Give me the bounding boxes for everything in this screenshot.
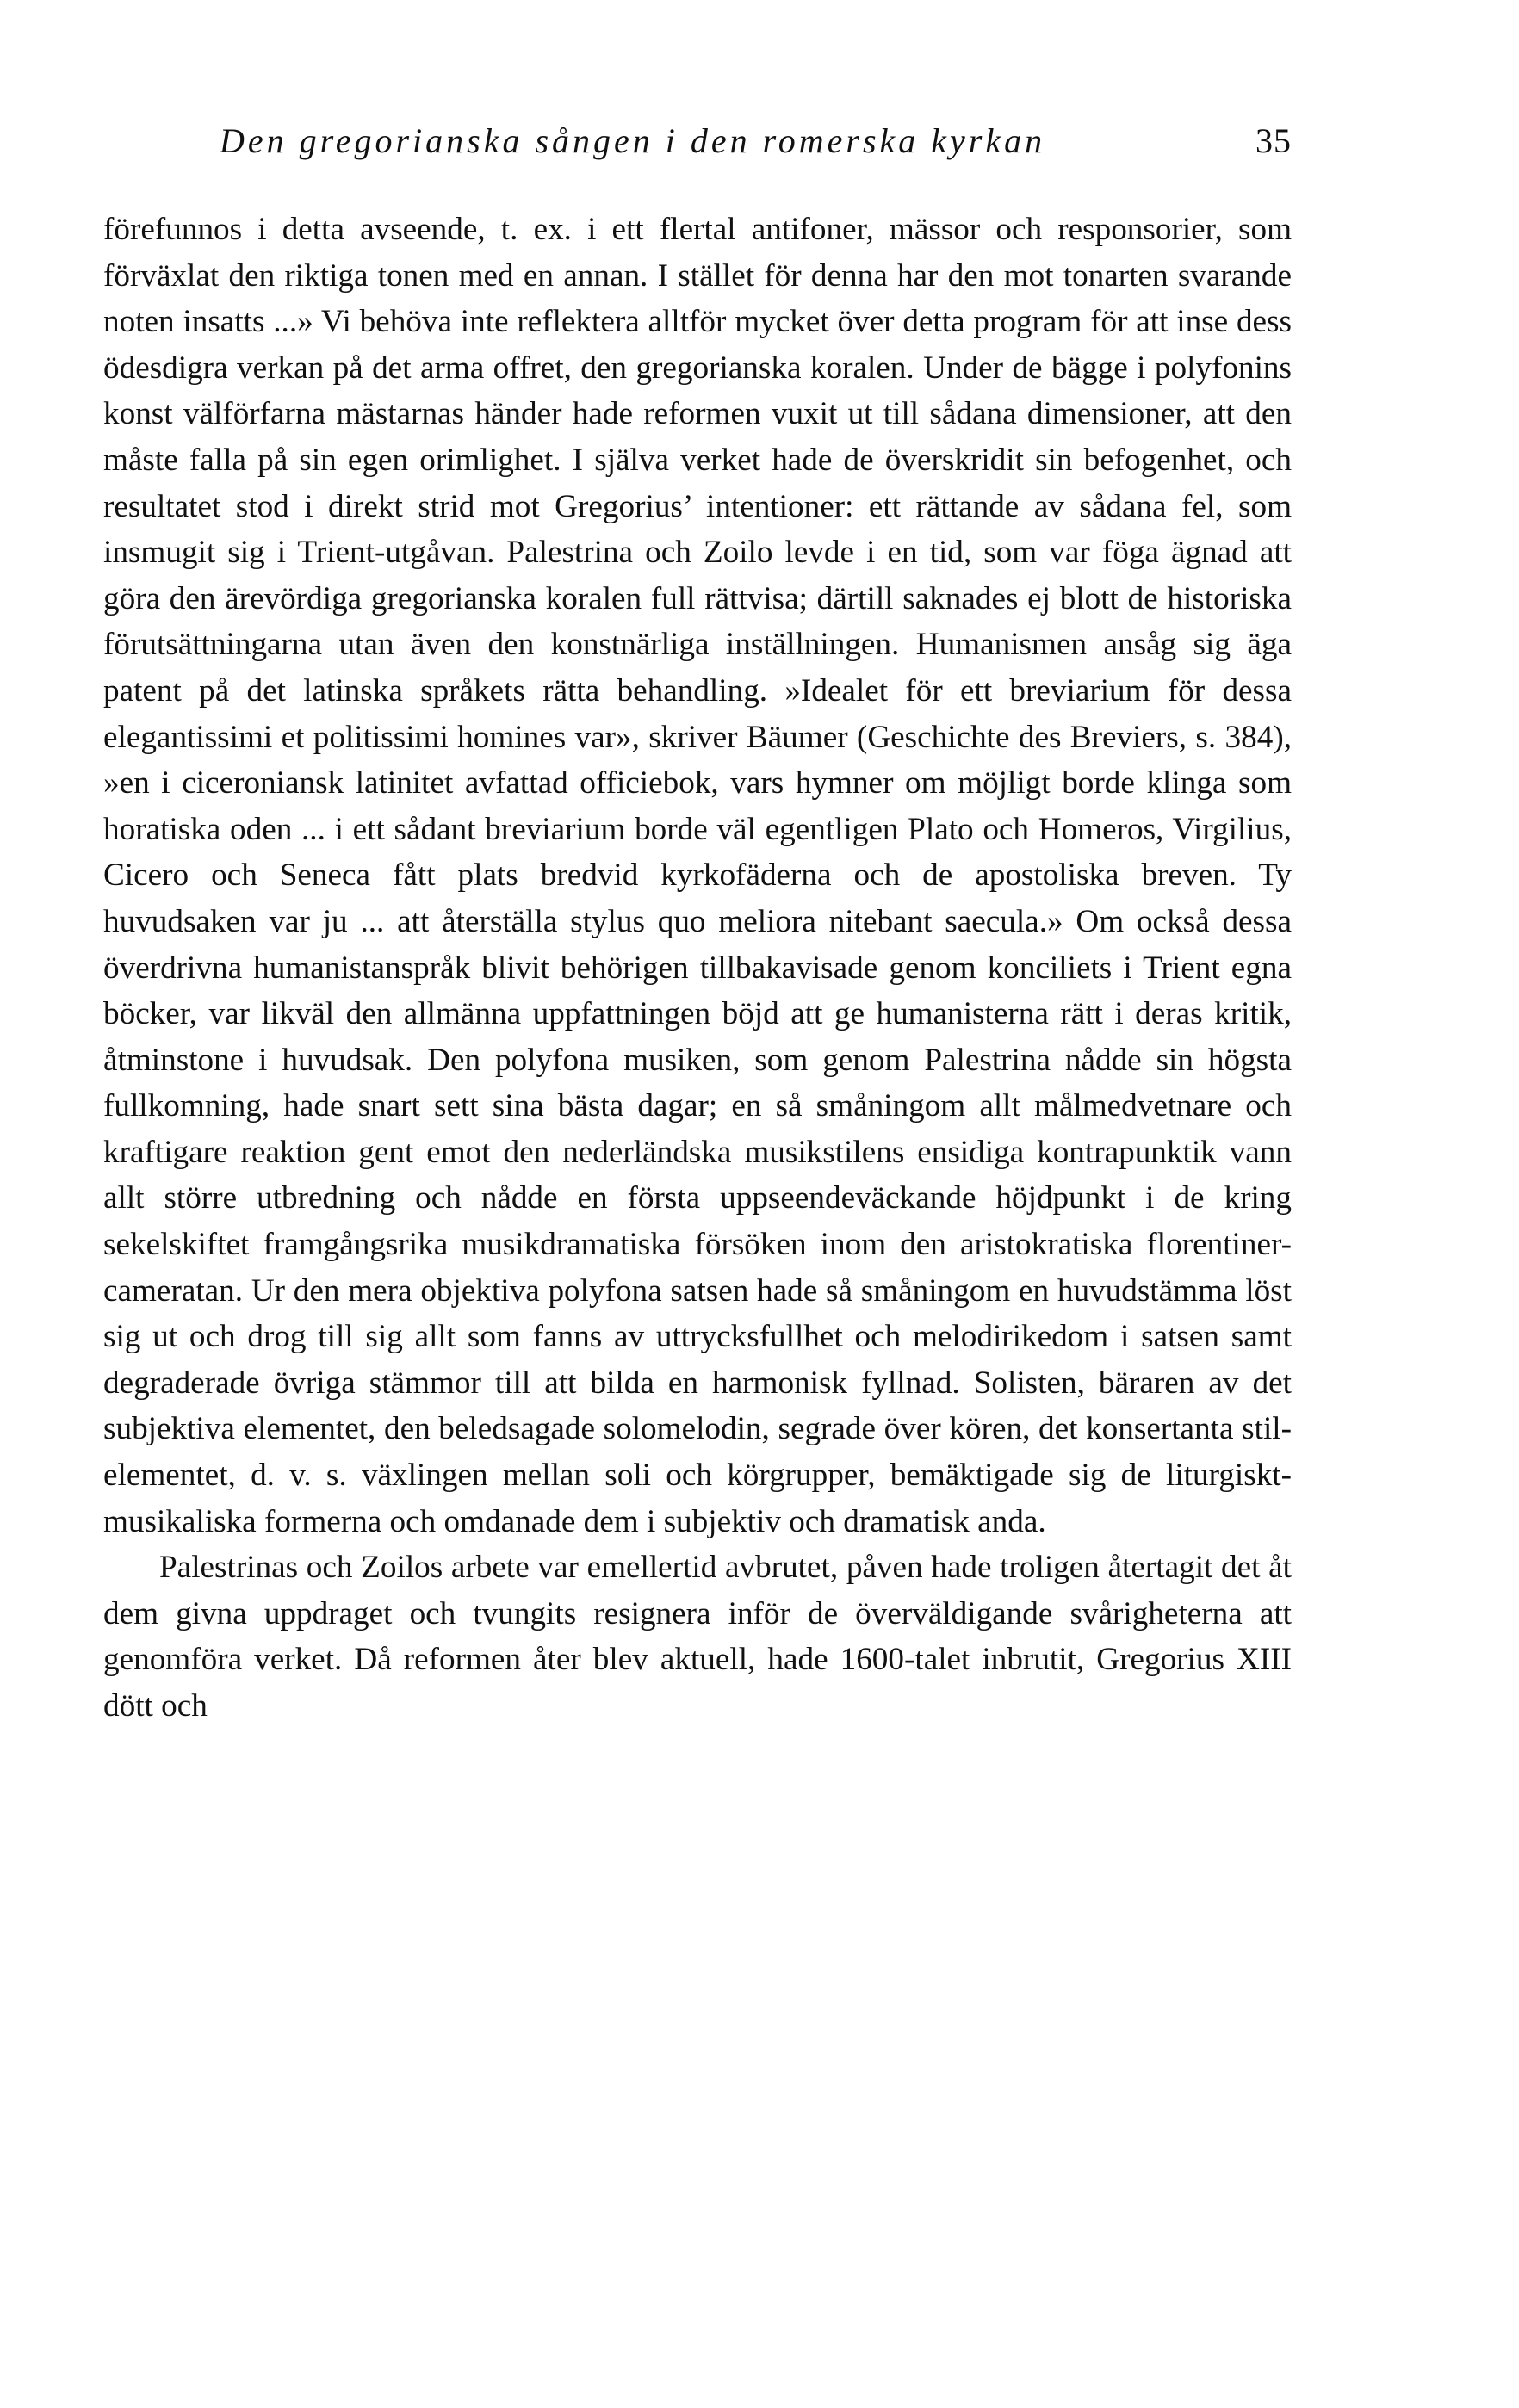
- body-text: [103, 207, 1292, 1730]
- paragraph-2: Palestrinas och Zoilos arbete var emellertid avbrutet, påven hade troligen återtagit det åt dem givna uppdraget och tvungits resignera inför de överväldigande svårigheterna att genomföra verket. Då reformen åter blev aktuell, hade 1600-talet inbrutit, Gregorius XIII dött och: [103, 1550, 1292, 1724]
- book-page: [103, 121, 1292, 1730]
- page-number: 35: [1256, 121, 1292, 160]
- running-title: Den gregorianska sången i den romerska kyrkan: [220, 121, 1046, 160]
- running-head: [103, 121, 1292, 172]
- paragraph-1: förefunnos i detta avseende, t. ex. i ett flertal antifoner, mässor och responsorier, som förväxlat den riktiga tonen med en annan. I stället för denna har den mot tonarten svarande noten insatts ...» Vi behöva inte reflektera alltför mycket över detta program för att inse dess ödesdigra verkan på det arma offret, den gregorianska koralen. Under de bägge i polyfonins konst välförfarna mästarnas händer hade reformen vuxit ut till sådana dimensioner, att den måste falla på sin egen orimlighet. I själva verket hade de överskridit sin befogenhet, och resultatet stod i direkt strid mot Gregorius’ intentioner: ett rättande av sådana fel, som insmugit sig i Trient-utgåvan. Palestrina och Zoilo levde i en tid, som var föga ägnad att göra den ärevördiga gregorianska koralen full rättvisa; därtill saknades ej blott de historiska förutsättningarna utan även den konstnärliga inställningen. Humanismen ansåg sig äga patent på det latinska språkets rätta behandling. »Idealet för ett breviarium för dessa elegantissimi et politissimi homines var», skriver Bäumer (Geschichte des Breviers, s. 384), »en i ciceroniansk latinitet avfattad officiebok, vars hymner om möjligt borde klinga som horatiska oden ... i ett sådant breviarium borde väl egentligen Plato och Homeros, Virgilius, Cicero och Seneca fått plats bredvid kyrkofäderna och de apostoliska breven. Ty huvudsaken var ju ... att återställa stylus quo meliora nitebant saecula.» Om också dessa överdrivna humanistanspråk blivit behörigen tillbakavisade genom konciliets i Trient egna böcker, var likväl den allmänna uppfattningen böjd att ge humanisterna rätt i deras kritik, åtminstone i huvudsak. Den polyfona musiken, som genom Palestrina nådde sin högsta fullkomning, hade snart sett sina bästa dagar; en så småningom allt målmedvetnare och kraftigare reaktion gent emot den nederländska musikstilens ensidiga kontrapunktik vann allt större utbredning och nådde en första uppseendeväckande höjdpunkt i de kring sekelskiftet framgångsrika musikdramatiska försöken inom den aristokratiska florentiner-cameratan. Ur den mera objektiva polyfona satsen hade så småningom en huvudstämma löst sig ut och drog till sig allt som fanns av uttrycksfullhet och melodirikedom i satsen samt degraderade övriga stämmor till att bilda en harmonisk fyllnad. Solisten, bäraren av det subjektiva elementet, den beledsagade solomelodin, segrade över kören, det konsertanta stilelementet, d. v. s. växlingen mellan soli och körgrupper, bemäktigade sig de liturgiskt-musikaliska formerna och omdanade dem i subjektiv och dramatisk anda.: [103, 212, 1292, 1539]
